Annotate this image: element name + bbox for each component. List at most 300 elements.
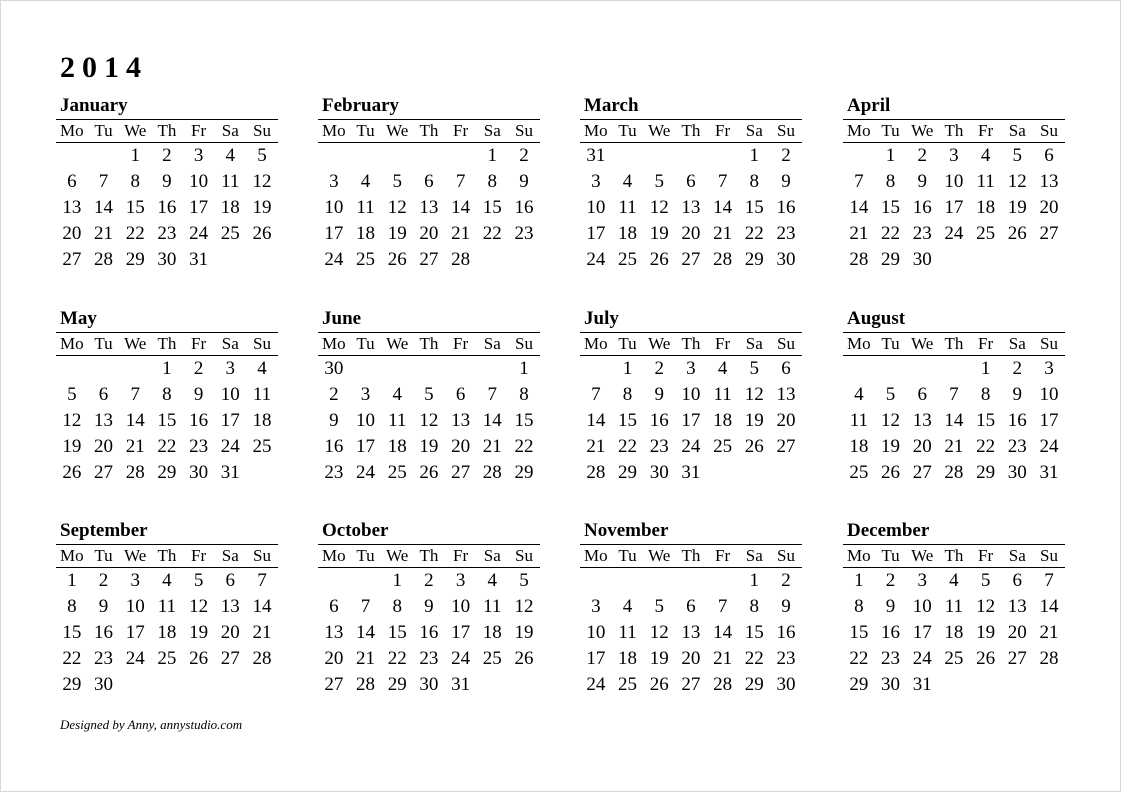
weekday-header-row: [318, 120, 540, 143]
day-cell: 9: [193, 384, 204, 405]
weekday-label: We: [124, 334, 147, 353]
day-cell: 1: [749, 570, 760, 591]
day-cell: 9: [424, 596, 434, 617]
day-cell: 12: [252, 171, 272, 192]
month-title: July: [584, 308, 619, 329]
day-cell: 25: [944, 648, 964, 669]
day-cell: 15: [387, 622, 407, 643]
day-cell: 16: [94, 622, 114, 643]
day-cell: 19: [976, 622, 996, 643]
day-cell: 15: [849, 622, 869, 643]
weekday-label: Fr: [453, 546, 469, 565]
day-cell: 21: [252, 622, 272, 643]
weekday-label: Mo: [584, 121, 608, 140]
day-cell: [183, 672, 215, 698]
day-cell: 19: [881, 436, 901, 457]
week-row: [56, 247, 278, 273]
day-cell: 25: [356, 249, 376, 270]
day-cell: 26: [744, 436, 764, 457]
day-cell: 2: [1012, 358, 1023, 379]
day-cell: 19: [419, 436, 439, 457]
day-cell: 29: [976, 462, 996, 483]
day-cell: 4: [717, 358, 728, 379]
day-cell: 27: [912, 462, 932, 483]
day-cell: 4: [392, 384, 402, 405]
weekday-label: Su: [514, 334, 533, 353]
day-cell: 24: [451, 648, 471, 669]
day-cell: 8: [885, 171, 896, 192]
weekday-label: Su: [776, 121, 795, 140]
day-cell: [906, 356, 938, 382]
weekday-label: Fr: [978, 121, 994, 140]
day-cell: 30: [649, 462, 669, 483]
day-cell: 28: [125, 462, 145, 483]
day-cell: 18: [713, 410, 733, 431]
day-cell: 5: [654, 171, 664, 192]
weekday-label: Fr: [978, 546, 994, 565]
day-cell: 9: [781, 596, 791, 617]
day-cell: 5: [749, 358, 760, 379]
day-cell: 5: [193, 570, 204, 591]
week-row: [843, 356, 1065, 382]
month-may: [56, 308, 278, 486]
day-cell: 21: [482, 436, 502, 457]
weekday-label: We: [386, 121, 409, 140]
week-row: [580, 646, 802, 672]
weekday-label: Sa: [483, 546, 501, 565]
weekday-label: Su: [776, 334, 795, 353]
day-cell: [508, 247, 540, 273]
day-cell: 16: [324, 436, 344, 457]
day-cell: 22: [881, 223, 901, 244]
day-cell: 19: [189, 622, 209, 643]
day-cell: 7: [717, 171, 728, 192]
weekday-label: Su: [252, 121, 271, 140]
day-cell: [1033, 247, 1065, 273]
day-cell: 5: [654, 596, 664, 617]
weekday-label: We: [648, 121, 671, 140]
day-cell: 30: [419, 674, 439, 695]
day-cell: 30: [1007, 462, 1027, 483]
day-cell: [476, 247, 508, 273]
day-cell: 17: [125, 622, 145, 643]
day-cell: 25: [482, 648, 502, 669]
day-cell: 18: [618, 223, 638, 244]
weekday-header-row: [843, 333, 1065, 356]
weekday-label: Mo: [322, 334, 346, 353]
day-cell: [119, 672, 151, 698]
day-cell: 4: [980, 145, 991, 166]
week-row: [580, 169, 802, 195]
week-row: [580, 460, 802, 486]
weekday-label: We: [648, 546, 671, 565]
day-cell: 30: [912, 249, 932, 270]
day-cell: 14: [356, 622, 376, 643]
day-cell: 12: [62, 410, 82, 431]
week-row: [580, 434, 802, 460]
day-cell: 16: [189, 410, 209, 431]
day-cell: 1: [392, 570, 402, 591]
weekday-label: We: [386, 334, 409, 353]
month-title: August: [847, 308, 906, 329]
day-cell: 16: [419, 622, 439, 643]
day-cell: [56, 356, 88, 382]
day-cell: 19: [387, 223, 407, 244]
day-cell: 20: [94, 436, 114, 457]
day-cell: 12: [514, 596, 534, 617]
day-cell: 9: [654, 384, 664, 405]
day-cell: 12: [387, 197, 407, 218]
day-cell: 25: [157, 648, 177, 669]
day-cell: 4: [257, 358, 267, 379]
day-cell: [675, 143, 707, 169]
designer-credit: Designed by Anny, annystudio.com: [60, 717, 243, 732]
weekday-label: Sa: [221, 121, 239, 140]
day-cell: 21: [944, 436, 964, 457]
weekday-header-row: [56, 333, 278, 356]
day-cell: [476, 672, 508, 698]
weekday-label: Tu: [356, 546, 375, 565]
day-cell: 16: [776, 197, 796, 218]
day-cell: 14: [94, 197, 114, 218]
week-row: [580, 594, 802, 620]
day-cell: 27: [1007, 648, 1027, 669]
day-cell: [318, 143, 350, 169]
day-cell: [875, 356, 907, 382]
day-cell: 20: [681, 648, 701, 669]
day-cell: 31: [189, 249, 209, 270]
weekday-header-row: [318, 545, 540, 568]
week-row: [580, 408, 802, 434]
day-cell: 1: [67, 570, 77, 591]
day-cell: 26: [1007, 223, 1027, 244]
day-cell: 10: [1039, 384, 1059, 405]
day-cell: 27: [419, 249, 439, 270]
day-cell: 26: [881, 462, 901, 483]
day-cell: [381, 143, 413, 169]
day-cell: 1: [487, 145, 498, 166]
day-cell: 27: [94, 462, 114, 483]
day-cell: 19: [1007, 197, 1027, 218]
weekday-label: Sa: [1008, 546, 1026, 565]
day-cell: 3: [329, 171, 339, 192]
day-cell: 29: [744, 674, 764, 695]
day-cell: 27: [681, 674, 701, 695]
day-cell: 29: [387, 674, 407, 695]
day-cell: 24: [324, 249, 344, 270]
day-cell: 15: [618, 410, 638, 431]
day-cell: 21: [586, 436, 606, 457]
day-cell: [675, 568, 707, 594]
day-cell: 15: [157, 410, 177, 431]
day-cell: 13: [419, 197, 439, 218]
week-row: [318, 434, 540, 460]
day-cell: 20: [220, 622, 240, 643]
day-cell: 13: [776, 384, 796, 405]
day-cell: 28: [586, 462, 606, 483]
day-cell: 4: [622, 596, 633, 617]
day-cell: 13: [912, 410, 932, 431]
day-cell: 13: [1007, 596, 1027, 617]
day-cell: [643, 143, 675, 169]
day-cell: 22: [618, 436, 638, 457]
week-row: [843, 672, 1065, 698]
day-cell: 16: [514, 197, 534, 218]
day-cell: 29: [157, 462, 177, 483]
day-cell: 22: [744, 648, 764, 669]
day-cell: 4: [162, 570, 172, 591]
month-title: February: [322, 95, 400, 116]
weekday-label: Tu: [618, 121, 637, 140]
day-cell: 8: [67, 596, 77, 617]
day-cell: [445, 356, 477, 382]
day-cell: 24: [125, 648, 145, 669]
day-cell: 23: [649, 436, 669, 457]
day-cell: 23: [94, 648, 114, 669]
day-cell: [843, 143, 875, 169]
day-cell: 28: [1039, 648, 1059, 669]
month-july: [580, 308, 802, 486]
day-cell: 23: [912, 223, 932, 244]
day-cell: 14: [944, 410, 964, 431]
day-cell: 10: [912, 596, 932, 617]
day-cell: 27: [62, 249, 82, 270]
week-row: [318, 672, 540, 698]
day-cell: 11: [221, 171, 240, 192]
day-cell: 7: [487, 384, 498, 405]
week-row: [318, 143, 540, 169]
day-cell: 10: [586, 197, 606, 218]
weekday-label: Su: [1039, 334, 1058, 353]
week-row: [56, 169, 278, 195]
day-cell: 23: [324, 462, 344, 483]
week-row: [318, 356, 540, 382]
day-cell: 2: [654, 358, 664, 379]
day-cell: 6: [225, 570, 236, 591]
week-row: [318, 408, 540, 434]
week-row: [56, 195, 278, 221]
week-row: [843, 382, 1065, 408]
week-row: [843, 568, 1065, 594]
weekday-label: Su: [514, 546, 533, 565]
day-cell: 8: [130, 171, 140, 192]
day-cell: 27: [1039, 223, 1059, 244]
month-title: November: [584, 520, 669, 541]
day-cell: 24: [1039, 436, 1059, 457]
day-cell: [214, 247, 246, 273]
day-cell: 30: [881, 674, 901, 695]
day-cell: 2: [781, 145, 791, 166]
weekday-label: Fr: [453, 334, 469, 353]
day-cell: 9: [917, 171, 927, 192]
day-cell: 10: [681, 384, 701, 405]
day-cell: [445, 143, 477, 169]
day-cell: 7: [717, 596, 728, 617]
day-cell: 9: [1012, 384, 1023, 405]
weekday-header-row: [580, 545, 802, 568]
day-cell: 12: [976, 596, 996, 617]
weekday-label: Th: [419, 546, 439, 565]
weekday-label: Tu: [94, 546, 113, 565]
weekday-label: Tu: [356, 334, 375, 353]
day-cell: [381, 356, 413, 382]
day-cell: 30: [324, 358, 344, 379]
day-cell: [508, 672, 540, 698]
day-cell: 22: [62, 648, 82, 669]
day-cell: 23: [189, 436, 209, 457]
day-cell: 3: [949, 145, 959, 166]
day-cell: [738, 460, 770, 486]
day-cell: [246, 460, 278, 486]
day-cell: 7: [257, 570, 267, 591]
day-cell: 31: [681, 462, 701, 483]
day-cell: 30: [776, 674, 796, 695]
day-cell: 31: [1039, 462, 1059, 483]
weekday-label: Tu: [881, 334, 900, 353]
day-cell: [938, 247, 970, 273]
day-cell: 26: [387, 249, 407, 270]
weekday-label: Th: [681, 334, 701, 353]
day-cell: 1: [749, 145, 760, 166]
day-cell: 25: [387, 462, 407, 483]
day-cell: [119, 356, 151, 382]
weekday-label: Sa: [221, 546, 239, 565]
day-cell: [938, 672, 970, 698]
day-cell: 25: [976, 223, 996, 244]
weekday-label: Tu: [618, 546, 637, 565]
day-cell: 7: [98, 171, 109, 192]
day-cell: 19: [514, 622, 534, 643]
day-cell: 19: [649, 648, 669, 669]
day-cell: 21: [451, 223, 471, 244]
day-cell: [56, 143, 88, 169]
weekday-label: We: [648, 334, 671, 353]
day-cell: 6: [917, 384, 927, 405]
day-cell: 17: [912, 622, 932, 643]
weekday-label: Su: [252, 546, 271, 565]
day-cell: 7: [455, 171, 466, 192]
day-cell: 18: [944, 622, 964, 643]
day-cell: 15: [514, 410, 534, 431]
day-cell: 23: [514, 223, 534, 244]
day-cell: [350, 143, 382, 169]
day-cell: 5: [424, 384, 434, 405]
day-cell: 27: [681, 249, 701, 270]
day-cell: 9: [329, 410, 339, 431]
day-cell: 27: [324, 674, 344, 695]
day-cell: [350, 356, 382, 382]
day-cell: 22: [514, 436, 534, 457]
day-cell: [151, 672, 183, 698]
day-cell: 11: [356, 197, 375, 218]
week-row: [580, 568, 802, 594]
month-february: [318, 95, 540, 273]
week-row: [56, 620, 278, 646]
day-cell: 29: [881, 249, 901, 270]
week-row: [318, 568, 540, 594]
day-cell: 31: [451, 674, 471, 695]
day-cell: [1001, 672, 1033, 698]
day-cell: 6: [686, 596, 696, 617]
day-cell: 24: [681, 436, 701, 457]
day-cell: 28: [713, 249, 733, 270]
day-cell: 27: [776, 436, 796, 457]
weekday-label: Sa: [745, 121, 763, 140]
day-cell: 11: [618, 622, 637, 643]
day-cell: 3: [591, 171, 601, 192]
month-title: June: [322, 308, 362, 329]
day-cell: 7: [1044, 570, 1054, 591]
week-row: [318, 594, 540, 620]
weekday-label: We: [911, 121, 934, 140]
day-cell: 14: [252, 596, 272, 617]
day-cell: 9: [98, 596, 109, 617]
week-row: [318, 247, 540, 273]
weekday-label: Mo: [322, 121, 346, 140]
day-cell: 18: [220, 197, 240, 218]
weekday-label: Th: [419, 334, 439, 353]
week-row: [56, 646, 278, 672]
day-cell: 30: [189, 462, 209, 483]
day-cell: 7: [591, 384, 601, 405]
day-cell: 18: [849, 436, 869, 457]
day-cell: [413, 356, 445, 382]
day-cell: 21: [849, 223, 869, 244]
day-cell: 2: [98, 570, 109, 591]
day-cell: 24: [220, 436, 240, 457]
weekday-label: Fr: [191, 121, 207, 140]
day-cell: 30: [776, 249, 796, 270]
weekday-label: Tu: [881, 546, 900, 565]
day-cell: [970, 247, 1002, 273]
day-cell: 10: [944, 171, 964, 192]
weekday-label: We: [911, 334, 934, 353]
day-cell: 13: [220, 596, 240, 617]
weekday-label: Mo: [60, 334, 84, 353]
day-cell: 24: [356, 462, 376, 483]
day-cell: 6: [329, 596, 339, 617]
day-cell: 8: [162, 384, 172, 405]
day-cell: 6: [781, 358, 791, 379]
weekday-label: Th: [157, 121, 177, 140]
day-cell: 6: [67, 171, 77, 192]
day-cell: 5: [392, 171, 402, 192]
week-row: [580, 382, 802, 408]
week-row: [843, 247, 1065, 273]
day-cell: 29: [125, 249, 145, 270]
day-cell: 16: [912, 197, 932, 218]
week-row: [843, 408, 1065, 434]
day-cell: [88, 356, 120, 382]
day-cell: 5: [257, 145, 267, 166]
weekday-header-row: [580, 333, 802, 356]
day-cell: 22: [387, 648, 407, 669]
day-cell: 11: [849, 410, 868, 431]
day-cell: 8: [392, 596, 402, 617]
day-cell: 3: [917, 570, 927, 591]
week-row: [843, 620, 1065, 646]
weekday-label: Mo: [60, 121, 84, 140]
weekday-label: Th: [944, 334, 964, 353]
day-cell: 22: [482, 223, 502, 244]
day-cell: 17: [1039, 410, 1059, 431]
day-cell: 24: [912, 648, 932, 669]
weekday-label: Fr: [191, 334, 207, 353]
day-cell: 2: [193, 358, 204, 379]
day-cell: 15: [125, 197, 145, 218]
day-cell: 21: [713, 223, 733, 244]
weekday-label: Sa: [1008, 121, 1026, 140]
